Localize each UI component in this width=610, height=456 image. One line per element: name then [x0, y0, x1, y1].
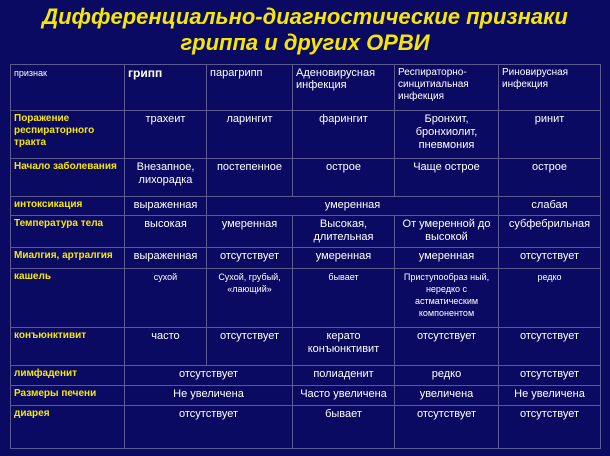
table-cell: редко [395, 366, 499, 386]
table-cell: От умеренной до высокой [395, 216, 499, 248]
table-cell: ларингит [207, 111, 293, 159]
header-cell: Респираторно-синцитиальная инфекция [395, 65, 499, 111]
table-cell: отсутствует [125, 366, 293, 386]
table-cell: умеренная [207, 216, 293, 248]
table-row [11, 406, 601, 449]
table-cell: выраженная [125, 248, 207, 269]
table-cell: ринит [499, 111, 601, 159]
table-row [11, 216, 601, 248]
table-cell: увеличена [395, 386, 499, 406]
table-cell: сухой [125, 269, 207, 328]
table-cell: Не увеличена [125, 386, 293, 406]
header-cell: Риновирусная инфекция [499, 65, 601, 111]
table-row [11, 366, 601, 386]
table-cell: отсутствует [499, 366, 601, 386]
table-cell: умеренная [293, 248, 395, 269]
table-row [11, 248, 601, 269]
table-cell: выраженная [125, 197, 207, 216]
header-cell: Аденовирусная инфекция [293, 65, 395, 111]
table-cell: редко [499, 269, 601, 328]
row-label: конъюнктивит [11, 328, 125, 366]
table-cell: Часто увеличена [293, 386, 395, 406]
table-cell: отсутствует [395, 328, 499, 366]
table-cell: Внезапное, лихорадка [125, 159, 207, 197]
table-cell: Чаще острое [395, 159, 499, 197]
table-cell: острое [293, 159, 395, 197]
table-cell: бывает [293, 406, 395, 449]
table-cell: умеренная [395, 248, 499, 269]
table-cell: слабая [499, 197, 601, 216]
row-label: диарея [11, 406, 125, 449]
table-cell: отсутствует [499, 328, 601, 366]
row-label: кашель [11, 269, 125, 328]
table-cell: отсутствует [499, 406, 601, 449]
table-row [11, 159, 601, 197]
header-cell: грипп [125, 65, 207, 111]
table-cell: бывает [293, 269, 395, 328]
table-cell: постепенное [207, 159, 293, 197]
table-cell: отсутствует [207, 328, 293, 366]
table-cell: Высокая, длительная [293, 216, 395, 248]
page-title [0, 4, 610, 56]
table-row [11, 328, 601, 366]
title-line-1: Дифференциально-диагностические признаки [42, 4, 568, 29]
title-line-2: гриппа и других ОРВИ [180, 30, 430, 55]
table-cell: полиаденит [293, 366, 395, 386]
row-label: Поражение респираторного тракта [11, 111, 125, 159]
table-cell: отсутствует [207, 248, 293, 269]
table-cell: керато конъюнктивит [293, 328, 395, 366]
table-cell: высокая [125, 216, 207, 248]
row-label: интоксикация [11, 197, 125, 216]
table-cell: часто [125, 328, 207, 366]
table-row [11, 197, 601, 216]
table-cell: трахеит [125, 111, 207, 159]
table-cell: субфебрильная [499, 216, 601, 248]
table-cell: Не увеличена [499, 386, 601, 406]
comparison-table [10, 64, 601, 449]
table-row [11, 386, 601, 406]
table-cell: отсутствует [125, 406, 293, 449]
row-label: Начало заболевания [11, 159, 125, 197]
table-cell: отсутствует [499, 248, 601, 269]
row-label: Миалгия, артралгия [11, 248, 125, 269]
table-row [11, 269, 601, 328]
header-cell: парагрипп [207, 65, 293, 111]
table-cell: умеренная [207, 197, 499, 216]
table-cell: острое [499, 159, 601, 197]
table-cell: Бронхит, бронхиолит, пневмония [395, 111, 499, 159]
row-label: Температура тела [11, 216, 125, 248]
table-header-row [11, 65, 601, 111]
table-cell: отсутствует [395, 406, 499, 449]
table-cell: фарингит [293, 111, 395, 159]
header-cell: признак [11, 65, 125, 111]
table-cell: Приступообраз ный, нередко с астматическим компонентом [395, 269, 499, 328]
row-label: лимфаденит [11, 366, 125, 386]
table-cell: Сухой, грубый, «лающий» [207, 269, 293, 328]
row-label: Размеры печени [11, 386, 125, 406]
table-row [11, 111, 601, 159]
